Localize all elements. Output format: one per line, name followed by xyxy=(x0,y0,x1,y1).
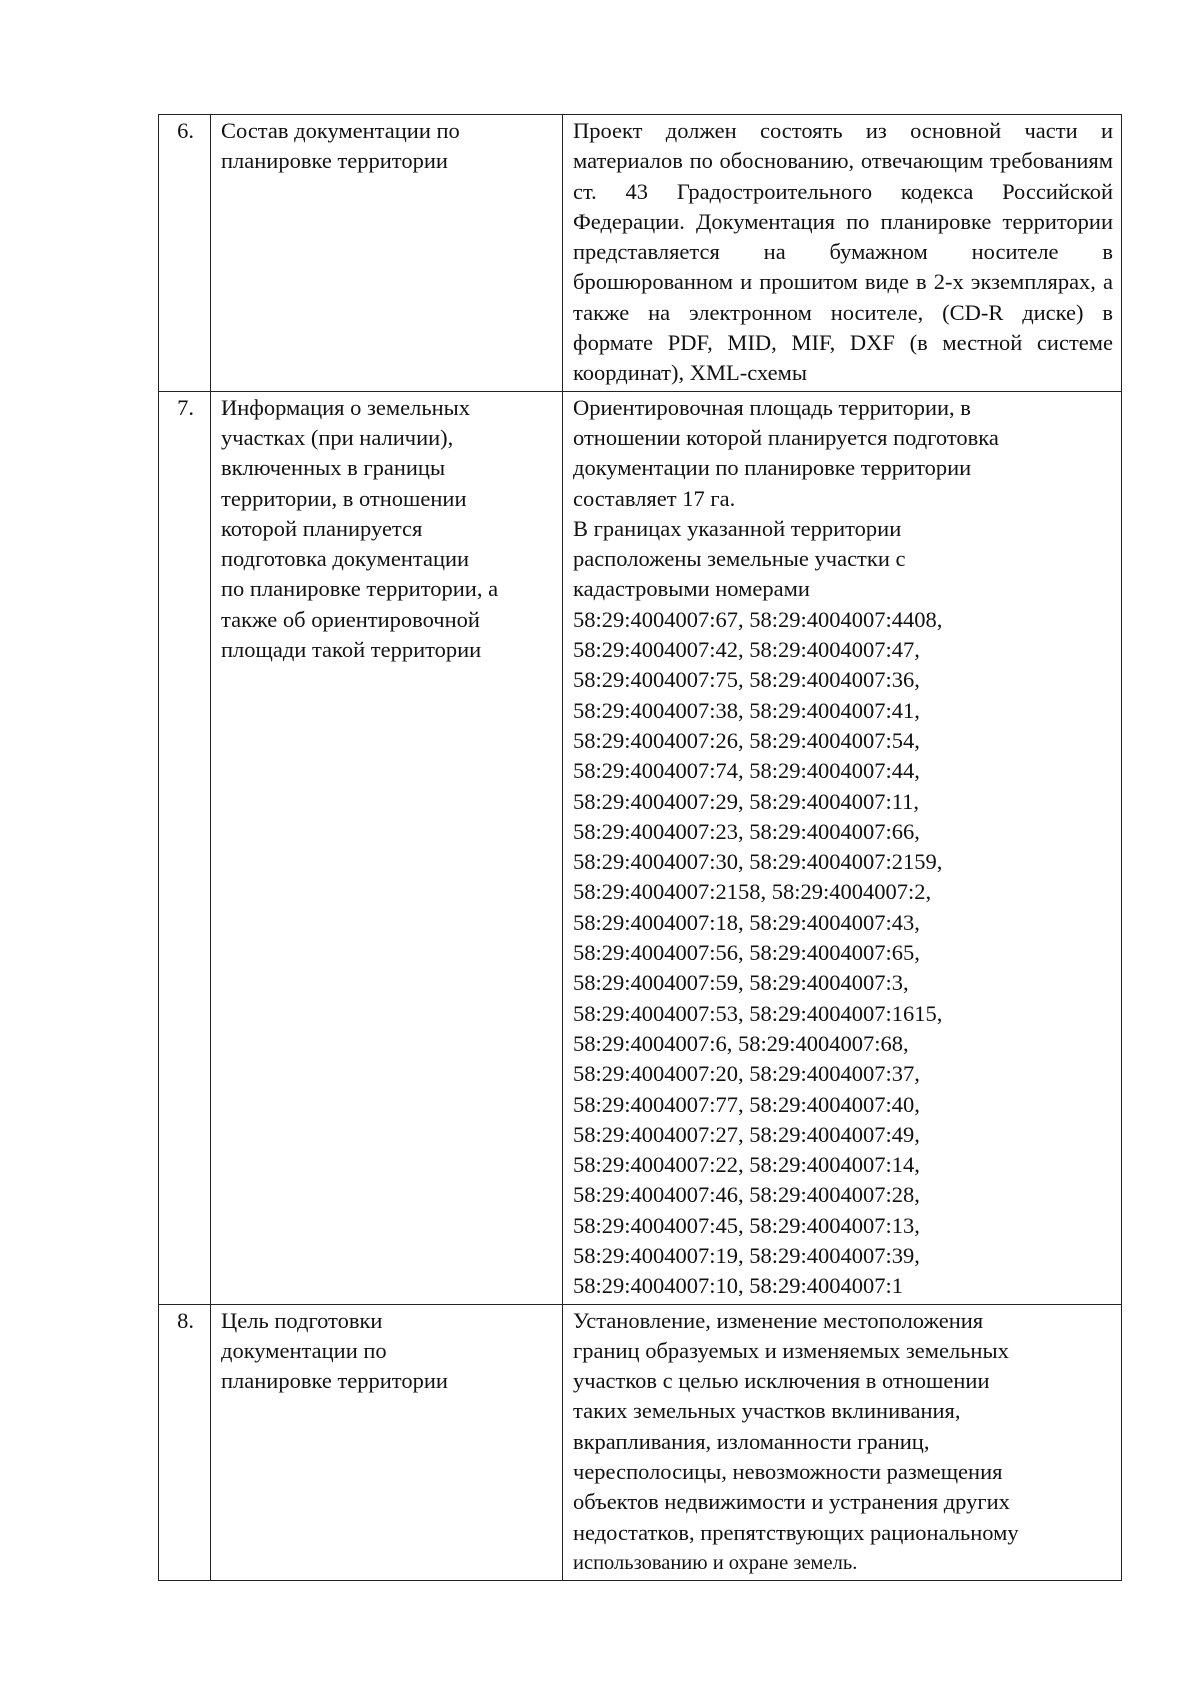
name-line: включенных в границы xyxy=(221,455,446,481)
value-line: В границах указанной территории xyxy=(573,515,902,541)
cadastral-numbers-line: 58:29:4004007:30, 58:29:4004007:2159, xyxy=(573,849,943,875)
cadastral-numbers-line: 58:29:4004007:56, 58:29:4004007:65, xyxy=(573,940,920,966)
value-line: чересполосицы, невозможности размещения xyxy=(573,1459,1003,1485)
cadastral-numbers-line: 58:29:4004007:38, 58:29:4004007:41, xyxy=(573,697,920,723)
name-line: участках (при наличии), xyxy=(221,424,454,450)
name-line: также об ориентировочной xyxy=(221,606,480,632)
cadastral-numbers-line: 58:29:4004007:23, 58:29:4004007:66, xyxy=(573,818,920,844)
name-line: планировке территории xyxy=(221,1368,448,1394)
cadastral-numbers-line: 58:29:4004007:59, 58:29:4004007:3, xyxy=(573,970,909,996)
cadastral-numbers-line: 58:29:4004007:6, 58:29:4004007:68, xyxy=(573,1030,909,1056)
row-name xyxy=(211,115,563,392)
name-line: территории, в отношении xyxy=(221,485,467,511)
row-value xyxy=(563,1304,1122,1581)
value-line: Установление, изменение местоположения xyxy=(573,1307,984,1333)
value-line: Ориентировочная площадь территории, в xyxy=(573,394,971,420)
planning-requirements-table xyxy=(158,114,1122,1581)
row-number: 7. xyxy=(159,391,211,1304)
value-line: таких земельных участков вклинивания, xyxy=(573,1398,961,1424)
value-line: составляет 17 га. xyxy=(573,485,736,511)
cadastral-numbers-line: 58:29:4004007:19, 58:29:4004007:39, xyxy=(573,1242,920,1268)
value-line: недостатков, препятствующих рациональному xyxy=(573,1519,1019,1545)
cadastral-numbers-line: 58:29:4004007:29, 58:29:4004007:11, xyxy=(573,788,920,814)
cadastral-numbers-line: 58:29:4004007:27, 58:29:4004007:49, xyxy=(573,1121,920,1147)
name-line: площади такой территории xyxy=(221,637,482,663)
value-line: вкрапливания, изломанности границ, xyxy=(573,1428,930,1454)
value-line: участков с целью исключения в отношении xyxy=(573,1368,990,1394)
cadastral-numbers-line: 58:29:4004007:22, 58:29:4004007:14, xyxy=(573,1152,920,1178)
row-value: Проект должен состоять из основной части и материалов по обоснованию, отвечающим требованиям ст. 43 Градостроительного кодекса Российской Федерации. Документация по планировке территории представляется на бумажном носителе в брошюрованном и прошитом виде в 2-х экземплярах, а также на электронном носителе, (CD-R диске) в формате PDF, MID, MIF, DXF (в местной системе координат), XML-схемы xyxy=(563,115,1122,392)
row-name xyxy=(211,1304,563,1581)
value-line: объектов недвижимости и устранения других xyxy=(573,1489,1010,1515)
row-name xyxy=(211,391,563,1304)
value-line: использованию и охране земель. xyxy=(573,1551,858,1574)
name-line: Информация о земельных xyxy=(221,394,471,420)
table-row xyxy=(159,115,1122,392)
name-line: Состав документации по xyxy=(221,118,460,143)
cadastral-numbers-line: 58:29:4004007:26, 58:29:4004007:54, xyxy=(573,727,920,753)
name-line: документации по xyxy=(221,1337,387,1363)
cadastral-numbers-line: 58:29:4004007:2158, 58:29:4004007:2, xyxy=(573,879,932,905)
name-line: Цель подготовки xyxy=(221,1307,383,1333)
name-line: подготовка документации xyxy=(221,546,470,572)
row-number: 8. xyxy=(159,1304,211,1581)
cadastral-numbers-line: 58:29:4004007:53, 58:29:4004007:1615, xyxy=(573,1000,943,1026)
table-row xyxy=(159,391,1122,1304)
value-line: границ образуемых и изменяемых земельных xyxy=(573,1337,1009,1363)
cadastral-numbers-line: 58:29:4004007:77, 58:29:4004007:40, xyxy=(573,1091,920,1117)
cadastral-numbers-line: 58:29:4004007:75, 58:29:4004007:36, xyxy=(573,667,920,693)
value-line: кадастровыми номерами xyxy=(573,576,810,602)
row-value xyxy=(563,391,1122,1304)
table-row xyxy=(159,1304,1122,1581)
value-line: расположены земельные участки с xyxy=(573,546,906,572)
cadastral-numbers-line: 58:29:4004007:45, 58:29:4004007:13, xyxy=(573,1212,920,1238)
cadastral-numbers-line: 58:29:4004007:18, 58:29:4004007:43, xyxy=(573,909,920,935)
value-line: отношении которой планируется подготовка xyxy=(573,424,999,450)
name-line: которой планируется xyxy=(221,515,423,541)
name-line: по планировке территории, а xyxy=(221,576,499,602)
cadastral-numbers-line: 58:29:4004007:42, 58:29:4004007:47, xyxy=(573,637,920,663)
value-line: документации по планировке территории xyxy=(573,455,972,481)
cadastral-numbers-line: 58:29:4004007:67, 58:29:4004007:4408, xyxy=(573,606,943,632)
name-line: планировке территории xyxy=(221,148,448,174)
cadastral-numbers-line: 58:29:4004007:10, 58:29:4004007:1 xyxy=(573,1273,904,1299)
cadastral-numbers-line: 58:29:4004007:74, 58:29:4004007:44, xyxy=(573,758,920,784)
cadastral-numbers-line: 58:29:4004007:46, 58:29:4004007:28, xyxy=(573,1182,920,1208)
row-number: 6. xyxy=(159,115,211,392)
cadastral-numbers-line: 58:29:4004007:20, 58:29:4004007:37, xyxy=(573,1061,920,1087)
